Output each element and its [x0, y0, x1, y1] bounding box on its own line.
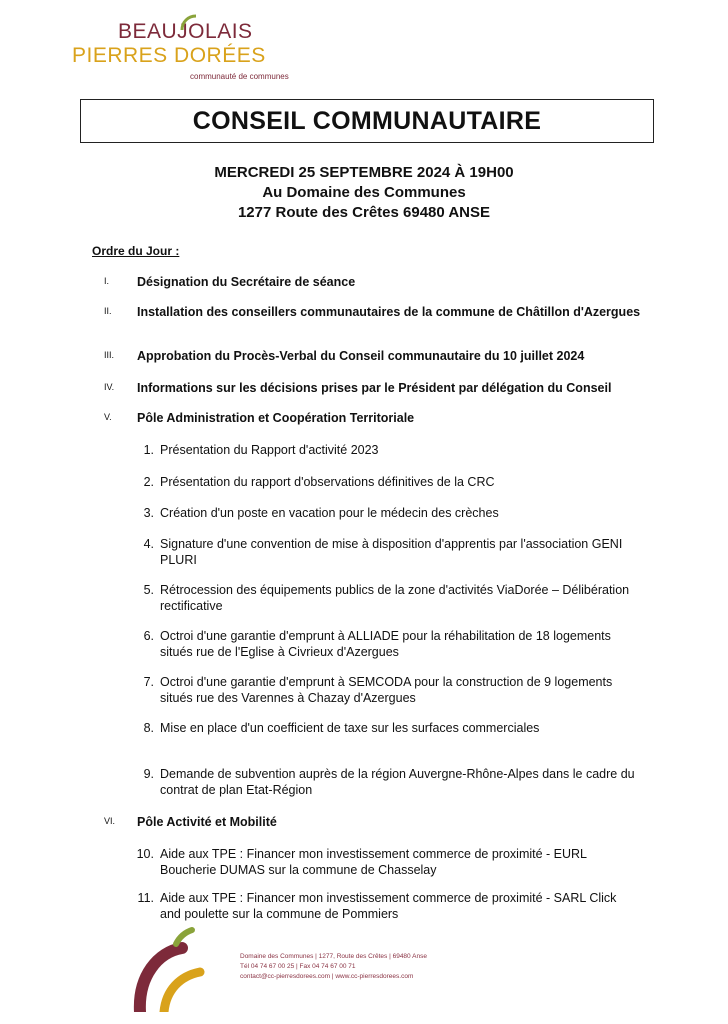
item-number: 10. [136, 847, 154, 861]
logo-title-line1: BEAUJOLAIS [118, 20, 253, 43]
item-number: 4. [143, 537, 154, 551]
title-box [80, 99, 654, 143]
item-number: 1. [143, 443, 154, 457]
meeting-address: 1277 Route des Crêtes 69480 ANSE [237, 204, 491, 221]
footer-contact-block [240, 952, 427, 982]
item-text: Rétrocession des équipements publics de la zone d'activités ViaDorée – Délibération rectificative [160, 583, 630, 613]
section-text: Désignation du Secrétaire de séance [137, 275, 356, 289]
item-text: Présentation du rapport d'observations définitives de la CRC [160, 475, 495, 489]
grape-leaf-icon [176, 14, 200, 34]
section-text: Informations sur les décisions prises par le Président par délégation du Conseil [137, 381, 612, 395]
section-text: Installation des conseillers communautaires de la commune de Châtillon d'Azergues [137, 305, 641, 319]
item-number: 9. [143, 767, 154, 781]
logo-title-line2: PIERRES DORÉES [72, 44, 266, 67]
logo-subtitle: communauté de communes [190, 72, 289, 81]
section-number: V. [104, 412, 112, 422]
section-number: VI. [104, 816, 116, 826]
section-text: Pôle Administration et Coopération Territoriale [137, 411, 415, 425]
footer-contact: contact@cc-pierresdorees.com | www.cc-pierresdorees.com [240, 973, 414, 980]
section-text: Pôle Activité et Mobilité [137, 815, 277, 829]
item-number: 5. [143, 583, 154, 597]
item-number: 6. [143, 629, 154, 643]
meeting-date: MERCREDI 25 SEPTEMBRE 2024 À 19H00 [214, 164, 514, 181]
item-text: Création d'un poste en vacation pour le médecin des crèches [160, 506, 499, 520]
item-text: Présentation du Rapport d'activité 2023 [160, 443, 379, 457]
section-text: Approbation du Procès-Verbal du Conseil communautaire du 10 juillet 2024 [137, 349, 585, 363]
footer-phone: Tél 04 74 67 00 25 | Fax 04 74 67 00 71 [240, 963, 356, 970]
item-text: Signature d'une convention de mise à disposition d'apprentis par l'association GENI PLURI [160, 537, 623, 567]
item-number: 11. [137, 891, 154, 905]
item-text: Octroi d'une garantie d'emprunt à ALLIADE pour la réhabilitation de 18 logements situés rue de l'Eglise à Civrieux d'Azergues [160, 629, 611, 659]
item-number: 7. [143, 675, 154, 689]
grape-emblem-icon [130, 926, 220, 1012]
section-number: II. [104, 306, 112, 316]
item-text: Mise en place d'un coefficient de taxe sur les surfaces commerciales [160, 721, 540, 735]
item-text: Octroi d'une garantie d'emprunt à SEMCODA pour la construction de 9 logements situés rue des Varennes à Chazay d'Azergues [160, 675, 613, 705]
section-number: III. [104, 350, 115, 360]
section-number: I. [104, 276, 110, 286]
footer-address: Domaine des Communes | 1277, Route des Crêtes | 69480 Anse [240, 953, 427, 960]
page-title: CONSEIL COMMUNAUTAIRE [192, 106, 542, 135]
item-text: Aide aux TPE : Financer mon investissement commerce de proximité - SARL Click and poulette sur la commune de Pommiers [160, 891, 617, 921]
meeting-place: Au Domaine des Communes [262, 184, 466, 201]
item-text: Demande de subvention auprès de la région Auvergne-Rhône-Alpes dans le cadre du contrat de plan Etat-Région [160, 767, 635, 797]
section-number: IV. [104, 382, 115, 392]
logo [72, 14, 312, 84]
item-text: Aide aux TPE : Financer mon investissement commerce de proximité - EURL Boucherie DUMAS sur la commune de Chasselay [160, 847, 587, 877]
item-number: 2. [143, 475, 154, 489]
item-number: 8. [143, 721, 154, 735]
agenda-label: Ordre du Jour : [92, 244, 180, 258]
item-number: 3. [143, 506, 154, 520]
